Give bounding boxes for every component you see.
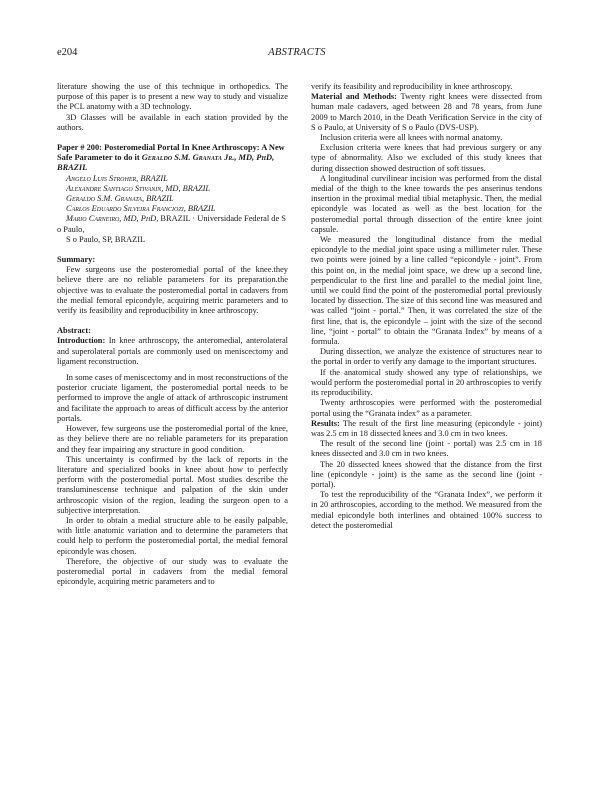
affiliation: Alexandre Santiago Stivanin, MD, BRAZIL xyxy=(66,183,211,193)
left-column xyxy=(57,82,288,587)
body-paragraph: Twenty arthroscopies were performed with the posteromedial portal using the “Granata index” as a parameter. xyxy=(311,398,542,418)
body-paragraph: To test the reproducibility of the “Granata Index”, we perform it in 20 arthroscopies, according to the method. We measured from the medial epicondyle both interlines and obtained 100% success to detect the posteromedial xyxy=(311,490,542,530)
affiliation: Carlos Eduardo Silveira Franciozi, BRAZIL xyxy=(66,204,216,214)
introduction-paragraph: Introduction: In knee arthroscopy, the anteromedial, anterolateral and superolateral portals are commonly used on meniscectomy and ligament reconstruction. xyxy=(57,336,288,366)
affiliation-location: S o Paulo, SP, BRAZIL xyxy=(66,234,146,244)
page-number: e204 xyxy=(57,47,78,58)
body-paragraph: The 20 dissected knees showed that the distance from the first line (epicondyle - joint) is the same as the second line (joint - portal). xyxy=(311,459,542,489)
body-paragraph: The result of the second line (joint - portal) was 2.5 cm in 18 knees dissected and 3.0 cm in two knees. xyxy=(311,439,542,459)
paper-title: Paper # 200: Posteromedial Portal In Knee Arthroscopy: A New Safe Parameter to do it xyxy=(57,143,285,163)
abstract-heading: Abstract: xyxy=(57,326,91,336)
body-paragraph: We measured the longitudinal distance from the medial epicondyle to the medial joint space using a millimeter ruler. These two points were joined by a line called “epicondyle - joint”. From this point on, in the medial joint space, we drew up a second line, perpendicular to the first line and parallel to the medial joint line, until we could find the point of the posteromedial portal previously located by dissection. The size of this second line was measured and was called “joint - portal.” Then, it was correlated the size of the first line, that is, the epicondyle – joint with the size of the second line, “joint - portal” to obtain the “Granata Index” by means of a formula. xyxy=(311,235,542,347)
results-paragraph: Results: The result of the first line measuring (epicondyle - joint) was 2.5 cm in 18 dissected knees and 3.0 cm in two knees. xyxy=(311,418,542,438)
summary-heading: Summary: xyxy=(57,255,96,265)
affiliation: Geraldo S.M. Granata, BRAZIL xyxy=(66,194,174,204)
intro-paragraph: literature showing the use of this technique in orthopedics. The purpose of this paper is to present a new way to study and visualize the PCL anatomy with a 3D technology. xyxy=(57,82,288,112)
right-column xyxy=(311,82,542,531)
body-paragraph: This uncertainty is confirmed by the lack of reports in the literature and specialized books in knee about how to perfectly perform with the posteromedial portal. Most studies describe the transluminescense technique and palpation of the skin under arthroscopic vision of the region, leading the surgeon open to a subjective interpretation. xyxy=(57,454,288,515)
affiliation: Mario Carneiro, MD, PhD, BRAZIL · Universidade Federal de S o Paulo, xyxy=(57,214,286,234)
paper-lead-author: Geraldo S.M. Granata Jr., MD, PhD, BRAZIL xyxy=(57,153,275,173)
paper-title-block xyxy=(57,143,288,174)
summary-text: Few surgeons use the posteromedial portal of the knee.they believe there are no reliable parameters for its preparation.the objective was to evaluate the posteromedial portal in cadavers from the medial femoral epicondyle, acquiring metric parameters and to verify its feasibility and reproducibility in knee arthroscopy. xyxy=(57,265,288,316)
affiliation: Angelo Luis Stroher, BRAZIL xyxy=(66,173,168,183)
body-paragraph: In order to obtain a medial structure able to be easily palpable, with little anatomic variation and to determine the parameters that could help to perform the posteromedial portal, the medial femoral epicondyle was chosen. xyxy=(57,515,288,556)
body-paragraph: If the anatomical study showed any type of relationships, we would perform the posteromedial portal in 20 arthroscopies to verify its reproducibility. xyxy=(311,367,542,398)
body-paragraph: Inclusion criteria were all knees with normal anatomy. xyxy=(320,133,503,143)
intro-paragraph: 3D Glasses will be available in each station provided by the authors. xyxy=(57,112,288,132)
page-header xyxy=(57,47,537,61)
body-paragraph: During dissection, we analyze the existence of structures near to the portal in order to verify any damage to the important structures. xyxy=(311,347,542,367)
methods-paragraph: Material and Methods: Twenty right knees were dissected from human male cadavers, aged between 28 and 78 years, from June 2009 to March 2010, in the Death Verification Service in the city of S o Paulo, at University of S o Paulo (DVS-USP). xyxy=(311,92,543,132)
body-paragraph: Therefore, the objective of our study was to evaluate the posteromedial portal in cadavers from the medial femoral epicondyle, acquiring metric parameters and to xyxy=(57,556,288,587)
body-paragraph: Exclusion criteria were knees that had previous surgery or any type of abnormality. Also we excluded of this study knees that during dissection showed destruction of soft tissues. xyxy=(311,143,542,173)
body-paragraph: verify its feasibility and reproducibility in knee arthroscopy. xyxy=(311,82,513,91)
body-paragraph: In some cases of meniscectomy and in most reconstructions of the posterior cruciate ligament, the posteromedial portal needs to be performed to improve the angle of attack of arthroscopic instrument and facilitate the approach to areas of difficult access by the anterior portals. xyxy=(57,373,288,423)
body-paragraph: However, few surgeons use the posteromedial portal of the knee, as they believe there are no reliable parameters for its preparation and they fear impairing any structure in good condition. xyxy=(57,424,288,454)
body-paragraph: A longitudinal curvilinear incision was performed from the distal medial of the thigh to the knee towards the pes anserinus tendons insertion in the proximal medial tibial metaphysic. Then, the medial epicondyle was located as well as the best location for the posteromedial portal through dissection of the entire knee joint capsule. xyxy=(311,173,542,234)
running-title: ABSTRACTS xyxy=(268,47,326,58)
